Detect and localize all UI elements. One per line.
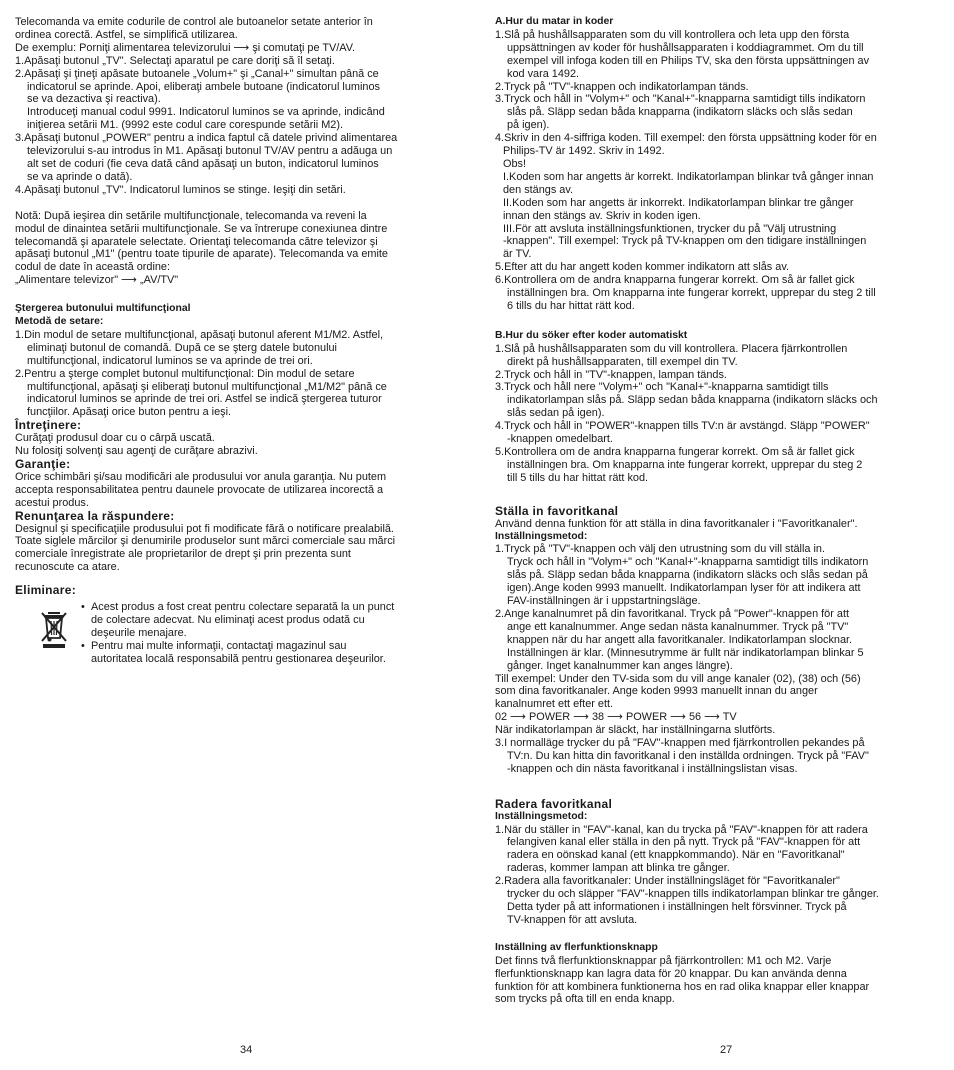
a-step: kod vara 1492. (507, 67, 580, 80)
delete-step: eliminaţi butonul de comandă. După ce se şterg datele butonului (27, 341, 337, 354)
setup-step: indicatorul se aprinde. Apoi, eliberaţi ambele butoane (indicatorul luminos (27, 80, 380, 93)
setup-step: iniţierea setării M1. (9992 este codul care corespunde setării M2). (27, 119, 343, 132)
disposal-block (15, 601, 465, 666)
b-step: 1.Slå på hushållsapparaten som du vill kontrollera. Placera fjärrkontrollen (495, 342, 848, 355)
note-line: Notă: După ieşirea din setările multifuncţionale, telecomanda va reveni la (15, 209, 367, 222)
setup-step: 3.Apăsaţi butonul „POWER" pentru a indica faptul că datele privind alimentarea (15, 132, 398, 145)
fav-intro: Använd denna funktion för att ställa in dina favoritkanaler i "Favoritkanaler". (495, 517, 858, 530)
setup-step: se va aprinde o dată). (27, 170, 133, 183)
b-step: slås sedan på igen). (507, 407, 605, 420)
disposal-bullet (81, 640, 441, 666)
fav-after: TV:n. Du kan hitta din favoritkanal i den inställda ordningen. Tryck på "FAV" (507, 749, 869, 762)
del-step: radera en oönskad kanal (ett knappkommando). När en "Favoritkanal" (507, 849, 845, 862)
a-step: uppsättningen av koder för hushållsapparaten i koddiagrammet. Om du till (507, 41, 864, 54)
fav-step: FAV-inställningen är i uppstartningsläge. (507, 595, 701, 608)
care-line: Curăţaţi produsul doar cu o cârpă uscată. (15, 432, 215, 445)
b-step: 5.Kontrollera om de andra knapparna fungerar korrekt. Om så är fallet gick (495, 446, 855, 458)
arrow-icon: ⟶ (233, 41, 250, 54)
arrow-icon: ⟶ (121, 274, 137, 287)
warranty-line: accepta responsabilitatea pentru daunele provocate de utilizarea incorectă a (15, 483, 384, 496)
setup-step: 4.Apăsaţi butonul „TV". Indicatorul luminos se stinge. Ieşiţi din setări. (15, 183, 346, 196)
bullet-icon: • (81, 601, 85, 614)
sequence-item: 02 (495, 711, 508, 724)
a-step: 3.Tryck och håll in "Volym+" och "Kanal+"-knapparna samtidigt tills indikatorn (495, 93, 866, 106)
setup-step: alt set de coduri (fie ceva dată când apăsaţi un buton, indicatorul luminos (27, 157, 379, 170)
a-step: 2.Tryck på "TV"-knappen och indikatorlampan tänds. (495, 80, 749, 93)
b-step: 2.Tryck och håll in "TV"-knappen, lampan tänds. (495, 368, 727, 381)
delete-step: 2.Pentru a şterge complet butonul multifuncţional: Din modul de setare (15, 367, 355, 380)
care-title: Întreţinere: (15, 418, 82, 433)
delete-step: indicatorul luminos se aprinde de trei ori. Astfel se indică ştergerea tuturor (27, 393, 382, 406)
fav-after: -knappen och din nästa favoritkanal i inställningslistan visas. (507, 762, 798, 775)
del-step: 1.När du ställer in "FAV"-kanal, kan du trycka på "FAV"-knappen för att radera (495, 823, 868, 836)
setup-step: se va dezactiva şi reactiva). (27, 93, 161, 106)
fav-step: Inställningen är klar. (Minnesutrymme är fullt när indikatorlampan blinkar 5 (507, 646, 864, 659)
method-label: Inställningsmetod: (495, 810, 588, 822)
arrow-icon: ⟶ (510, 711, 526, 724)
disclaimer-line: Toate siglele mărcilor şi denumirile produselor sunt mărci comerciale sau mărci (15, 535, 396, 548)
a-step: Obs! (503, 157, 526, 170)
warranty-line: acestui produs. (15, 496, 89, 509)
fav-after: När indikatorlampan är släckt, har inställningarna slutförts. (495, 724, 776, 737)
fav-after: 3.I normalläge trycker du på "FAV"-knappen med fjärrkontrollen pekandes på (495, 737, 865, 750)
intro-line: ordinea corectă. Astfel, se simplifică utilizarea. (15, 28, 238, 41)
a-step: den stängs av. (503, 183, 574, 196)
disclaimer-title: Renunţarea la răspundere: (15, 508, 175, 523)
b-step: till 5 tills du har hittat rätt kod. (507, 471, 649, 484)
note-line: telecomandă şi aparatele selectate. Orientaţi telecomanda către televizor şi (15, 235, 378, 248)
disposal-bullets (81, 601, 441, 666)
fav-step: som dina favoritkanaler. Ange koden 9993 manuellt innan du anger (495, 685, 818, 698)
a-step: exempel vill infoga koden till en Philips TV, ska den första uppsättningen av (507, 54, 870, 67)
a-step: innan den stängs av. Skriv in koden igen. (503, 209, 701, 222)
fav-step: 2.Ange kanalnumret på din favoritkanal. Tryck på "Power"-knappen för att (495, 607, 850, 620)
b-step: 4.Tryck och håll in "POWER"-knappen tills TV:n är avstängd. Släpp "POWER" (495, 420, 870, 433)
multi-line: som trycks på ofta till en enda knapp. (495, 993, 675, 1006)
b-step: indikatorlampan slås på. Släpp sedan båda knapparna (indikatorn släcks och (507, 394, 878, 407)
fav-step: knappen när du har angett alla favoritkanaler. Indikatorlampan slocknar. (507, 633, 853, 646)
fav-title: Ställa in favoritkanal (495, 503, 619, 518)
disclaimer-line: comerciale înregistrate ale proprietarilor de drept şi prin prezenta sunt (15, 548, 351, 561)
bullet-icon: • (81, 639, 85, 652)
del-step: felangiven kanal eller ställa in den på nytt. Tryck på "FAV"-knappen för att (507, 836, 861, 849)
weee-bin-container (15, 601, 81, 666)
sequence-item: „AV/TV" (139, 274, 179, 287)
note-line: modul de dinaintea setării multifuncţionale. Se va întrerupe conexiunea dintre (15, 222, 388, 235)
del-step: 2.Radera alla favoritkanaler: Under inställningsläget för "Favoritkanaler" (495, 875, 840, 888)
fav-step: slås på. Släpp sedan båda knapparna (indikatorn släcks och slås sedan på (507, 569, 868, 582)
multi-line: Det finns två flerfunktionsknappar på fjärrkontrollen: M1 och M2. Varje (495, 954, 832, 967)
setup-step: Introduceţi manual codul 9991. Indicatorul luminos se va aprinde, indicând (27, 106, 385, 119)
a-step: 6.Kontrollera om de andra knapparna fungerar korrekt. Om så är fallet gick (495, 274, 855, 287)
fav-step: Till exempel: Under den TV-sida som du vill ange kanaler (02), (38) och (56) (495, 672, 861, 685)
disposal-line: autoritatea locală responsabilă pentru gestionarea deşeurilor. (91, 652, 386, 665)
page-number-right: 27 (720, 1044, 733, 1056)
setup-step: televizorului s-au introdus în M1. Apăsaţi butonul TV/AV pentru a adăuga un (27, 145, 393, 158)
arrow-icon: ⟶ (573, 711, 589, 724)
a-step: slås på. Släpp sedan båda knapparna (indikatorn släcks och slås sedan (507, 106, 853, 119)
note-line: apăsaţi butonul „M1" (pentru toate tipurile de aparate). Telecomanda va emite (15, 248, 388, 261)
del-step: Detta tyder på att informationen i inställningen helt försvinner. Tryck på (507, 901, 847, 913)
section-title: Inställning av flerfunktionsknapp (495, 941, 658, 953)
delete-step: funcţiilor. Apăsaţi orice buton pentru a ieşi. (27, 406, 232, 419)
arrow-icon: ⟶ (607, 711, 623, 724)
b-step: inställningen bra. Om knapparna inte fungerar korrekt, upprepar du steg 2 (507, 458, 863, 471)
a-step: 4.Skriv in den 4-siffriga koden. Till exempel: den första uppsättning koder för en (495, 132, 877, 145)
disposal-title: Eliminare: (15, 583, 77, 598)
a-step: inställningen bra. Om knapparna inte fungerar korrekt, upprepar du steg 2 till (507, 287, 876, 300)
sequence-item: „Alimentare televizor" (15, 274, 119, 287)
arrow-icon: ⟶ (670, 711, 686, 724)
disposal-line: deşeurile menajare. (91, 626, 187, 639)
note-sequence (15, 274, 465, 287)
multi-line: funktion för att kombinera funktionerna hos en rad olika knappar eller knappar (495, 980, 870, 993)
a-step: Philips-TV är 1492. Skriv in 1492. (503, 145, 665, 158)
del-step: trycker du och släpper "FAV"-knappen tills indikatorlampan blinkar tre gånger. (507, 888, 879, 901)
disposal-line: de colectare adecvat. Nu eliminaţi acest produs odată cu (91, 613, 365, 626)
example-suffix: şi comutaţi pe TV/AV. (252, 41, 356, 54)
method-label: Metodă de setare: (15, 316, 104, 328)
example-line (15, 42, 465, 55)
multi-line: flerfunktionsknapp kan lagra data för 20 knappar. Du kan använda denna (495, 967, 847, 980)
fav-step: igen).Ange koden 9993 manuellt. Indikatorlampan lyser för att indikera att (507, 582, 861, 595)
disposal-bullet (81, 601, 441, 640)
a-step: III.För att avsluta inställningsfunktionen, trycker du på "Välj utrustning (503, 222, 837, 235)
right-column (495, 16, 941, 1006)
warranty-line: Orice schimbări şi/sau modificări ale produsului vor anula garanţia. Nu putem (15, 470, 387, 483)
a-step: 5.Efter att du har angett koden kommer indikatorn att slås av. (495, 261, 789, 274)
section-title: A.Hur du matar in koder (495, 16, 614, 27)
disclaimer-line: Designul şi specificaţiile produsului pot fi modificate fără o notificare prealabilă. (15, 522, 394, 535)
delete-step: multifuncţional, indicatorul luminos se va aprinde de trei ori. (27, 354, 313, 367)
warranty-title: Garanţie: (15, 457, 71, 471)
a-step: I.Koden som har angetts är korrekt. Indikatorlampan blinkar två gånger innan (503, 170, 874, 183)
sequence-item: 38 (591, 711, 605, 724)
setup-step: 1.Apăsaţi butonul „TV". Selectaţi aparatul pe care doriţi să îl setaţi. (15, 54, 335, 67)
delete-step: 1.Din modul de setare multifuncţional, apăsaţi butonul aferent M1/M2. Astfel, (15, 328, 384, 341)
section-title: Ştergerea butonului multifuncţional (15, 303, 191, 315)
a-step: II.Koden som har angetts är inkorrekt. Indikatorlampan blinkar tre gånger (503, 196, 854, 209)
fav-step: 1.Tryck på "TV"-knappen och välj den utrustning som du vill ställa in. (495, 543, 825, 556)
sequence-item: POWER (625, 711, 668, 724)
section-title: B.Hur du söker efter koder automatiskt (495, 329, 688, 341)
left-column (15, 16, 465, 666)
fav-step: Tryck och håll in "Volym+" och "Kanal+"-knapparna samtidigt tills indikatorn (507, 556, 869, 569)
a-step: 6 tills du har hittat rätt kod. (507, 299, 635, 312)
page-number-left: 34 (240, 1044, 253, 1056)
fav-step: ange ett kanalnummer. Ange sedan nästa kanalnummer. Tryck på "TV" (507, 620, 849, 633)
delete-fav-title: Radera favoritkanal (495, 796, 613, 811)
disclaimer-line: recunoscute ca atare. (15, 561, 120, 574)
fav-sequence (495, 711, 941, 724)
arrow-icon: ⟶ (704, 711, 720, 724)
b-step: -knappen omedelbart. (507, 433, 613, 446)
example-prefix: De exemplu: Porniţi alimentarea televizorului (15, 41, 231, 54)
fav-step: kanalnumret ett efter ett. (495, 698, 614, 711)
a-step: är TV. (503, 248, 532, 261)
b-step: direkt på hushållsapparaten, till exempel din TV. (507, 355, 738, 368)
note-line: codul de date în această ordine: (15, 261, 171, 274)
setup-step: 2.Apăsaţi şi ţineţi apăsate butoanele „Volum+" şi „Canal+" simultan până ce (15, 67, 379, 80)
method-label: Inställningsmetod: (495, 530, 588, 542)
disposal-line: Pentru mai multe informaţii, contactaţi magazinul sau (91, 639, 347, 652)
sequence-item: TV (722, 711, 737, 724)
sequence-item: POWER (528, 711, 571, 724)
a-step: på igen). (507, 119, 550, 132)
fav-step: gånger. Inget kanalnummer kan anges längre). (507, 659, 733, 672)
disposal-line: Acest produs a fost creat pentru colectare separată la un punct (91, 601, 395, 614)
del-step: raderas, kommer lampan att blinka tre gånger. (507, 862, 730, 875)
crossed-out-bin-icon (41, 609, 67, 649)
sequence-item: 56 (688, 711, 702, 724)
b-step: 3.Tryck och håll nere "Volym+" och "Kanal+"-knapparna samtidigt tills (495, 381, 829, 394)
del-step: TV-knappen för att avsluta. (507, 913, 638, 926)
intro-line: Telecomanda va emite codurile de control ale butoanelor setate anterior în (15, 16, 373, 28)
care-line: Nu folosiţi solvenţi sau agenţi de curăţare abrazivi. (15, 445, 258, 458)
a-step: -knappen". Till exempel: Tryck på TV-knappen om den tidigare inställningen (503, 235, 867, 248)
delete-step: multifuncţional, apăsaţi şi eliberaţi butonul multifuncţional „M1/M2" până ce (27, 380, 387, 393)
a-step: 1.Slå på hushållsapparaten som du vill kontrollera och leta upp den första (495, 28, 850, 41)
